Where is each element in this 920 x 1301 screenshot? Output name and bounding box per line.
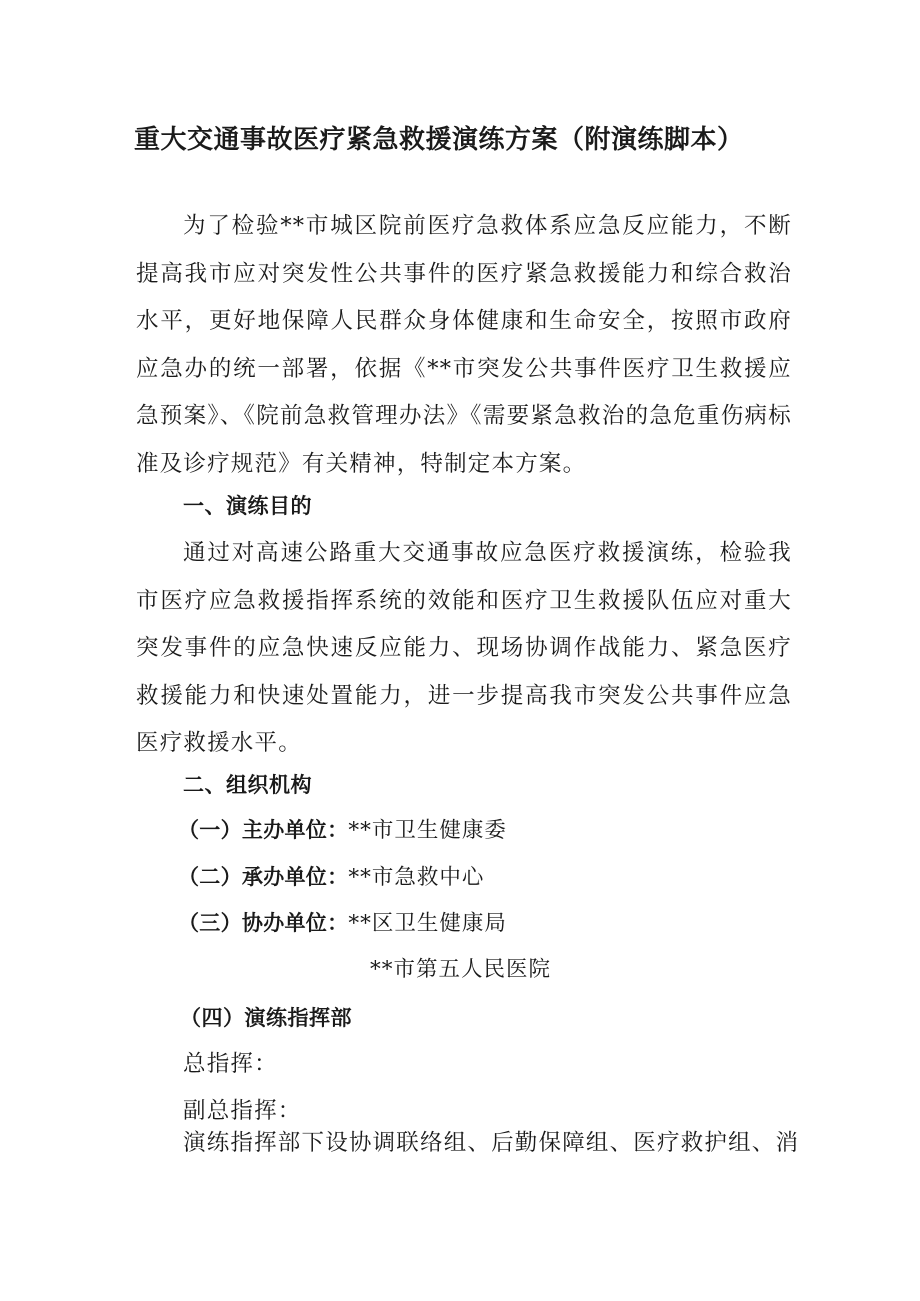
co-organizer-unit-value: **区卫生健康局 xyxy=(348,911,507,936)
host-unit-value: **市卫生健康委 xyxy=(348,818,507,843)
chief-commander-line: 总指挥： xyxy=(183,1051,278,1077)
intro-paragraph: 为了检验**市城区院前医疗急救体系应急反应能力，不断提高我市应对突发性公共事件的医疗紧急救援能力和综合救治水平，更好地保障人民群众身体健康和生命安全，按照市政府应急办的统一部署，依据《**市突发公共事件医疗卫生救援应急预案》、《院前急救管理办法》《需要紧急救治的急危重伤病标准及诊疗规范》有关精神，特制定本方案。 xyxy=(136,213,792,477)
section-heading-purpose: 一、演练目的 xyxy=(183,494,312,518)
co-organizer-unit-label: （三）协办单位： xyxy=(178,911,349,935)
host-unit-label: （一）主办单位： xyxy=(178,818,349,842)
co-organizer-second-line xyxy=(370,948,551,994)
command-heading: （四）演练指挥部 xyxy=(180,1006,352,1030)
host-unit-line xyxy=(178,808,507,855)
co-organizer-unit-value-2: **市第五人民医院 xyxy=(370,957,552,982)
organizer-unit-value: **市急救中心 xyxy=(348,865,485,890)
organizer-unit-line xyxy=(178,855,484,902)
purpose-paragraph: 通过对高速公路重大交通事故应急医疗救援演练，检验我市医疗应急救援指挥系统的效能和医疗卫生救援队伍应对重大突发事件的应急快速反应能力、现场协调作战能力、紧急医疗救援能力和快速处置能力，进一步提高我市突发公共事件应急医疗救援水平。 xyxy=(136,540,792,756)
document-title: 重大交通事故医疗紧急救援演练方案（附演练脚本） xyxy=(134,125,744,155)
co-organizer-unit-line xyxy=(178,901,507,948)
command-groups-line: 演练指挥部下设协调联络组、后勤保障组、医疗救护组、消 xyxy=(183,1130,800,1156)
section-heading-organization: 二、组织机构 xyxy=(183,773,312,797)
deputy-commander-line: 副总指挥： xyxy=(183,1098,302,1124)
organizer-unit-label: （二）承办单位： xyxy=(178,865,349,889)
